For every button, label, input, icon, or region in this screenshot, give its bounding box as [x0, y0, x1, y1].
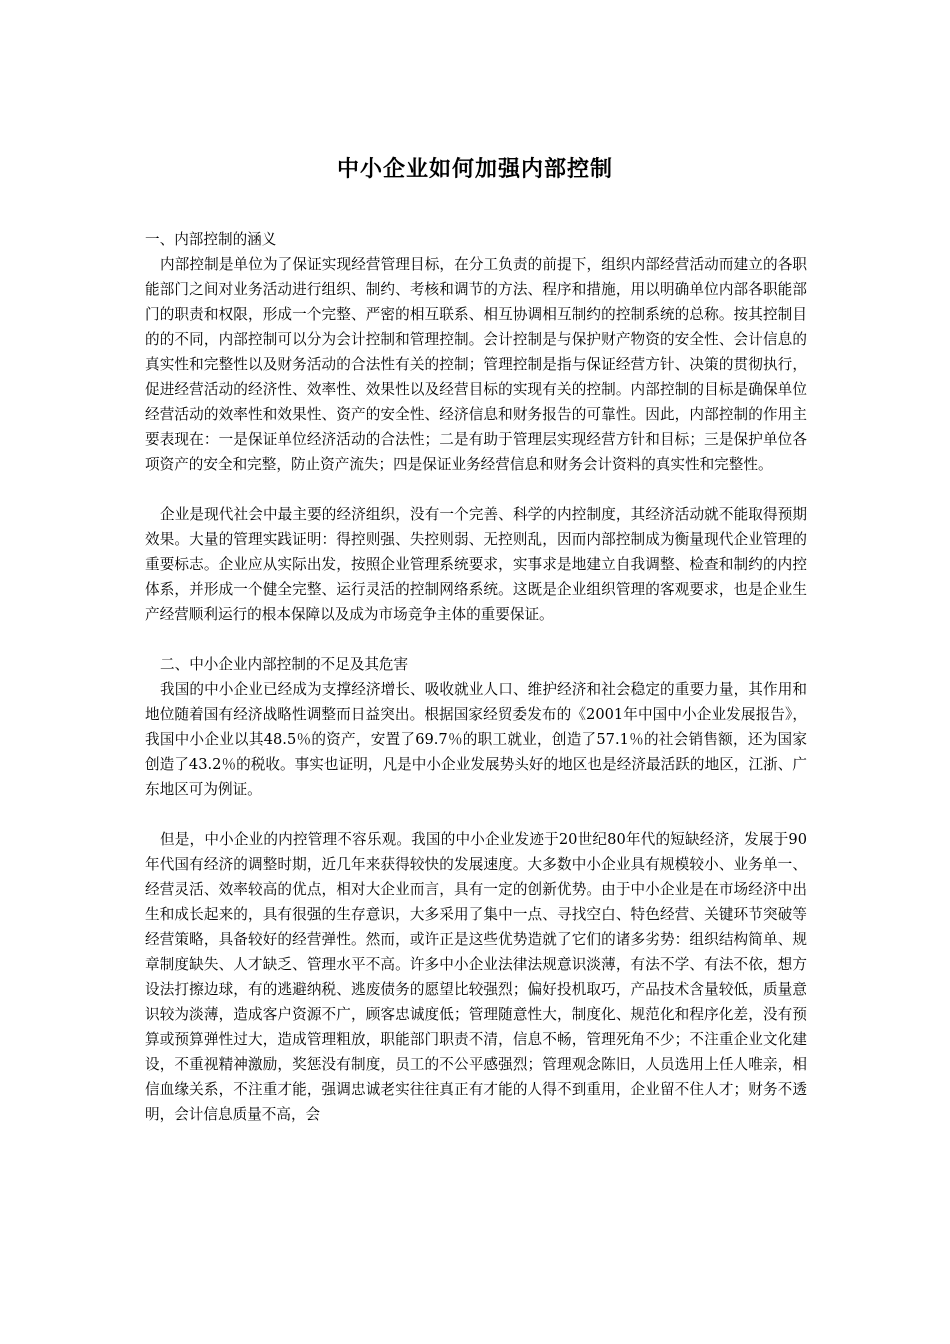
section-1-paragraph-1: 内部控制是单位为了保证实现经营管理目标，在分工负责的前提下，组织内部经营活动而建立的各职能部门之间对业务活动进行组织、制约、考核和调节的方法、程序和措施，用以明确单位内部各职能部门的职责和权限，形成一个完整、严密的相互联系、相互协调相互制约的控制系统的总称。按其控制目的的不同，内部控制可以分为会计控制和管理控制。会计控制是与保护财产物资的安全性、会计信息的真实性和完整性以及财务活动的合法性有关的控制；管理控制是指与保证经营方针、决策的贯彻执行，促进经营活动的经济性、效率性、效果性以及经营目标的实现有关的控制。内部控制的目标是确保单位经营活动的效率性和效果性、资产的安全性、经济信息和财务报告的可靠性。因此，内部控制的作用主要表现在：一是保证单位经济活动的合法性；二是有助于管理层实现经营方针和目标；三是保护单位各项资产的安全和完整，防止资产流失；四是保证业务经营信息和财务会计资料的真实性和完整性。 — [145, 256, 807, 473]
section-2-paragraph-1: 我国的中小企业已经成为支撑经济增长、吸收就业人口、维护经济和社会稳定的重要力量，其作用和地位随着国有经济战略性调整而日益突出。根据国家经贸委发布的《2001年中国中小企业发展报告》，我国中小企业以其48.5％的资产，安置了69.7％的职工就业，创造了57.1％的社会销售额，还为国家创造了43.2％的税收。事实也证明，凡是中小企业发展势头好的地区也是经济最活跃的地区，江浙、广东地区可为例证。 — [145, 681, 807, 798]
section-1-paragraph-2: 企业是现代社会中最主要的经济组织，没有一个完善、科学的内控制度，其经济活动就不能取得预期效果。大量的管理实践证明：得控则强、失控则弱、无控则乱，因而内部控制成为衡量现代企业管理的重要标志。企业应从实际出发，按照企业管理系统要求，实事求是地建立自我调整、检查和制约的内控体系，并形成一个健全完整、运行灵活的控制网络系统。这既是企业组织管理的客观要求，也是企业生产经营顺利运行的根本保障以及成为市场竞争主体的重要保证。 — [145, 506, 807, 623]
document-body — [145, 227, 807, 1127]
document-title: 中小企业如何加强内部控制 — [336, 156, 613, 182]
paragraph-spacer — [145, 802, 807, 827]
paragraph-spacer — [145, 627, 807, 652]
section-1-heading: 一、内部控制的涵义 — [145, 231, 277, 248]
section-2-heading: 二、中小企业内部控制的不足及其危害 — [160, 656, 409, 673]
section-2-paragraph-2: 但是，中小企业的内控管理不容乐观。我国的中小企业发迹于20世纪80年代的短缺经济，发展于90年代国有经济的调整时期，近几年来获得较快的发展速度。大多数中小企业具有规模较小、业务单一、经营灵活、效率较高的优点，相对大企业而言，具有一定的创新优势。由于中小企业是在市场经济中出生和成长起来的，具有很强的生存意识，大多采用了集中一点、寻找空白、特色经营、关键环节突破等经营策略，具备较好的经营弹性。然而，或许正是这些优势造就了它们的诸多劣势：组织结构简单、规章制度缺失、人才缺乏、管理水平不高。许多中小企业法律法规意识淡薄，有法不学、有法不依，想方设法打擦边球，有的逃避纳税、逃废债务的愿望比较强烈；偏好投机取巧，产品技术含量较低，质量意识较为淡薄，造成客户资源不广，顾客忠诚度低；管理随意性大，制度化、规范化和程序化差，没有预算或预算弹性过大，造成管理粗放，职能部门职责不清，信息不畅，管理死角不少；不注重企业文化建设，不重视精神激励，奖惩没有制度，员工的不公平感强烈；管理观念陈旧，人员选用上任人唯亲，相信血缘关系，不注重才能，强调忠诚老实往往真正有才能的人得不到重用，企业留不住人才；财务不透明，会计信息质量不高，会 — [145, 831, 807, 1123]
paragraph-spacer — [145, 477, 807, 502]
